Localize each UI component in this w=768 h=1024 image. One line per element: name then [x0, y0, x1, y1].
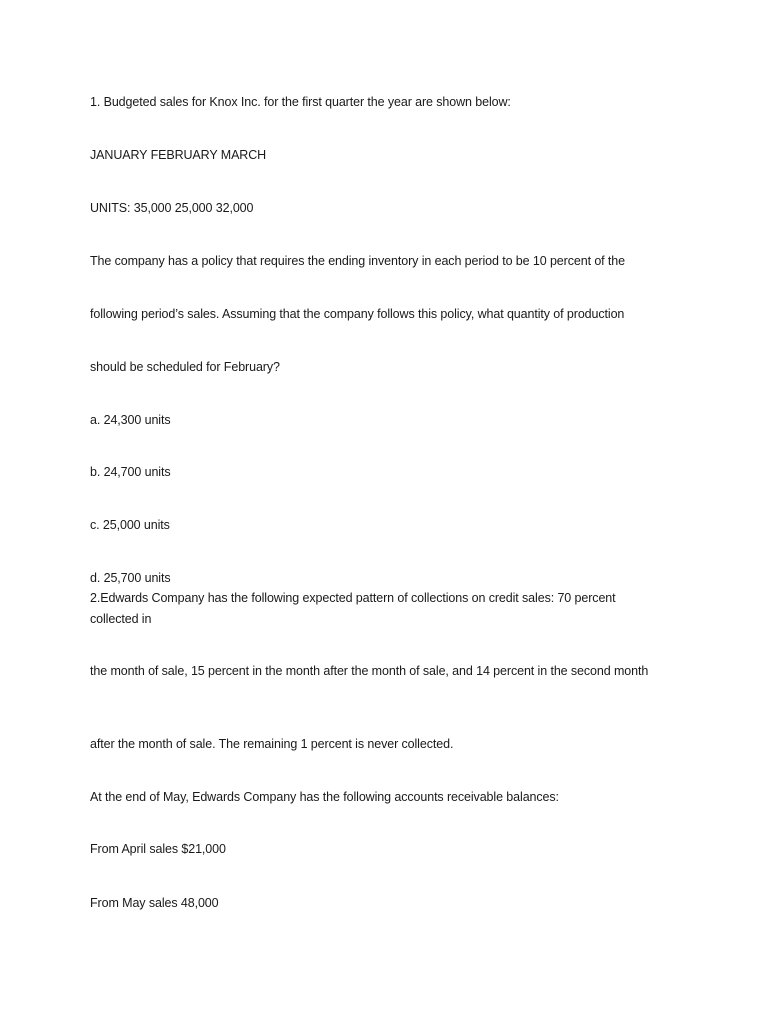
q1-option-d: d. 25,700 units — [90, 571, 171, 585]
q1-months-row: JANUARY FEBRUARY MARCH — [90, 148, 267, 162]
q2-line-2: collected in — [90, 612, 152, 626]
q1-option-b: b. 24,700 units — [90, 465, 171, 479]
q2-april-balance: From April sales $21,000 — [90, 842, 226, 856]
q1-units-row: UNITS: 35,000 25,000 32,000 — [90, 201, 254, 215]
q1-policy-line-1: The company has a policy that requires the ending inventory in each period to be 10 percent of the — [90, 254, 625, 268]
q2-line-3: the month of sale, 15 percent in the month after the month of sale, and 14 percent in the second month — [90, 664, 649, 678]
q1-option-c: c. 25,000 units — [90, 518, 170, 532]
q1-option-a: a. 24,300 units — [90, 413, 171, 427]
q1-policy-line-3: should be scheduled for February? — [90, 360, 280, 374]
q2-line-4: after the month of sale. The remaining 1 percent is never collected. — [90, 737, 454, 751]
q2-line-5: At the end of May, Edwards Company has the following accounts receivable balances: — [90, 790, 559, 804]
q1-policy-line-2: following period’s sales. Assuming that the company follows this policy, what quantity of production — [90, 307, 625, 321]
q2-line-1: 2.Edwards Company has the following expected pattern of collections on credit sales: 70 percent — [90, 591, 616, 605]
q2-may-balance: From May sales 48,000 — [90, 896, 219, 910]
q1-intro: 1. Budgeted sales for Knox Inc. for the first quarter the year are shown below: — [90, 95, 511, 109]
